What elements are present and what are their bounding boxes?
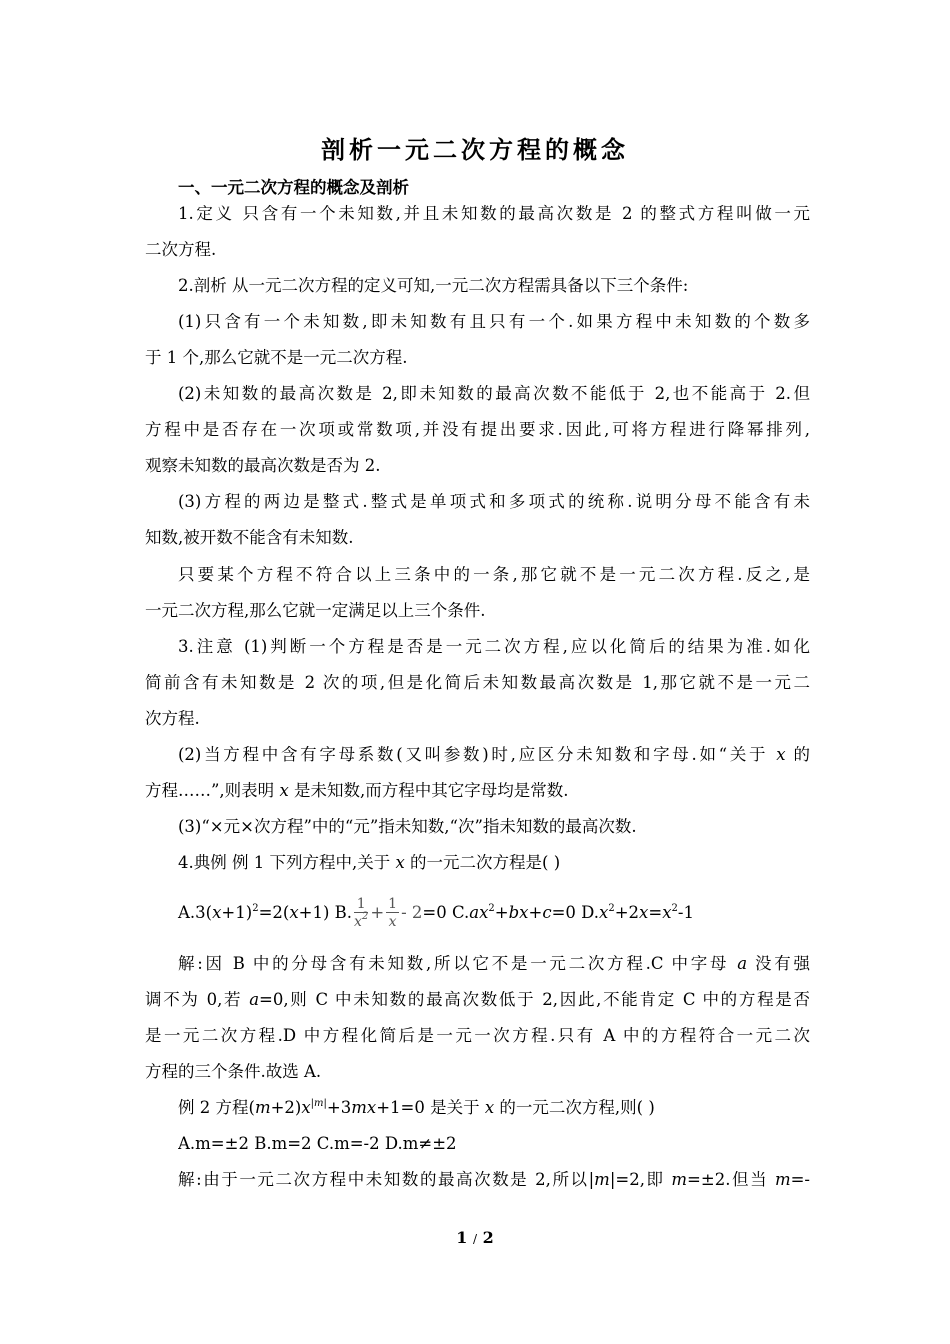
paragraph-line: 2.剖析 从一元二次方程的定义可知,一元二次方程需具备以下三个条件: <box>178 276 689 295</box>
paragraph-line: (3)“×元×次方程”中的“元”指未知数,“次”指未知数的最高次数. <box>178 817 637 836</box>
paragraph-line: 解:由于一元二次方程中未知数的最高次数是 2,所以|m|=2,即 m=±2.但当 m=- <box>178 1170 810 1189</box>
page-title: 剖析一元二次方程的概念 <box>321 135 629 164</box>
paragraph-line: 于 1 个,那么它就不是一元二次方程. <box>145 348 408 367</box>
paragraph-line: 观察未知数的最高次数是否为 2. <box>145 456 381 475</box>
paragraph-line: (3)方程的两边是整式.整式是单项式和多项式的统称.说明分母不能含有未 <box>178 492 810 511</box>
section-heading: 一、一元二次方程的概念及剖析 <box>178 178 409 197</box>
fraction-one-over-x: $\frac{1}{x}$ <box>388 896 398 930</box>
paragraph-line: 4.典例 例 1 下列方程中,关于 x 的一元二次方程是( ) <box>178 853 561 872</box>
paragraph-line: (1)只含有一个未知数,即未知数有且只有一个.如果方程中未知数的个数多 <box>178 312 810 331</box>
paragraph-line: 3.注意 (1)判断一个方程是否是一元二次方程,应以化简后的结果为准.如化 <box>178 637 810 656</box>
paragraph-line: 方程……”,则表明 x 是未知数,而方程中其它字母均是常数. <box>145 781 569 800</box>
paragraph-line: 方程中是否存在一次项或常数项,并没有提出要求.因此,可将方程进行降幂排列, <box>145 420 810 439</box>
paragraph-line: 调不为 0,若 a=0,则 C 中未知数的最高次数低于 2,因此,不能肯定 C 中的方程是否 <box>145 990 810 1009</box>
paragraph-line: 一元二次方程,那么它就一定满足以上三个条件. <box>145 601 486 620</box>
paragraph-line: 方程的三个条件.故选 A. <box>145 1062 322 1081</box>
example-1-options: $A.3(x+1)^2=2(x+1)$ B. $\frac{1}{x^2}$ + $\frac{1}{x}$ - 2=0 $C.ax^2+bx+c=0$ $D.x^2+2x=x^2-1$ <box>178 896 694 930</box>
paragraph-line: 次方程. <box>145 709 200 728</box>
example-2-options: A.m=±2 B.m=2 C.m=-2 D.m≠±2 <box>178 1134 457 1153</box>
paragraph-line: (2)当方程中含有字母系数(又叫参数)时,应区分未知数和字母.如“关于 x 的 <box>178 745 810 764</box>
paragraph-line: 二次方程. <box>145 240 217 259</box>
paragraph-line: 简前含有未知数是 2 次的项,但是化简后未知数最高次数是 1,那它就不是一元二 <box>145 673 810 692</box>
paragraph-line: 解:因 B 中的分母含有未知数,所以它不是一元二次方程.C 中字母 a 没有强 <box>178 954 810 973</box>
paragraph-line: 是一元二次方程.D 中方程化简后是一元一次方程.只有 A 中的方程符合一元二次 <box>145 1026 810 1045</box>
paragraph-line: 1.定义 只含有一个未知数,并且未知数的最高次数是 2 的整式方程叫做一元 <box>178 204 810 223</box>
page-number: 1 / 2 <box>456 1228 494 1247</box>
paragraph-line: 只要某个方程不符合以上三条中的一条,那它就不是一元二次方程.反之,是 <box>178 565 810 584</box>
paragraph-line: (2)未知数的最高次数是 2,即未知数的最高次数不能低于 2,也不能高于 2.但 <box>178 384 810 403</box>
fraction-one-over-x-squared: $\frac{1}{x^2}$ <box>354 896 369 930</box>
example-2-line: 例 2 方程$(m+2)x^{|m|}+3mx+1=0$ 是关于 x 的一元二次方程,则( ) <box>178 1098 655 1117</box>
paragraph-line: 知数,被开数不能含有未知数. <box>145 528 354 547</box>
